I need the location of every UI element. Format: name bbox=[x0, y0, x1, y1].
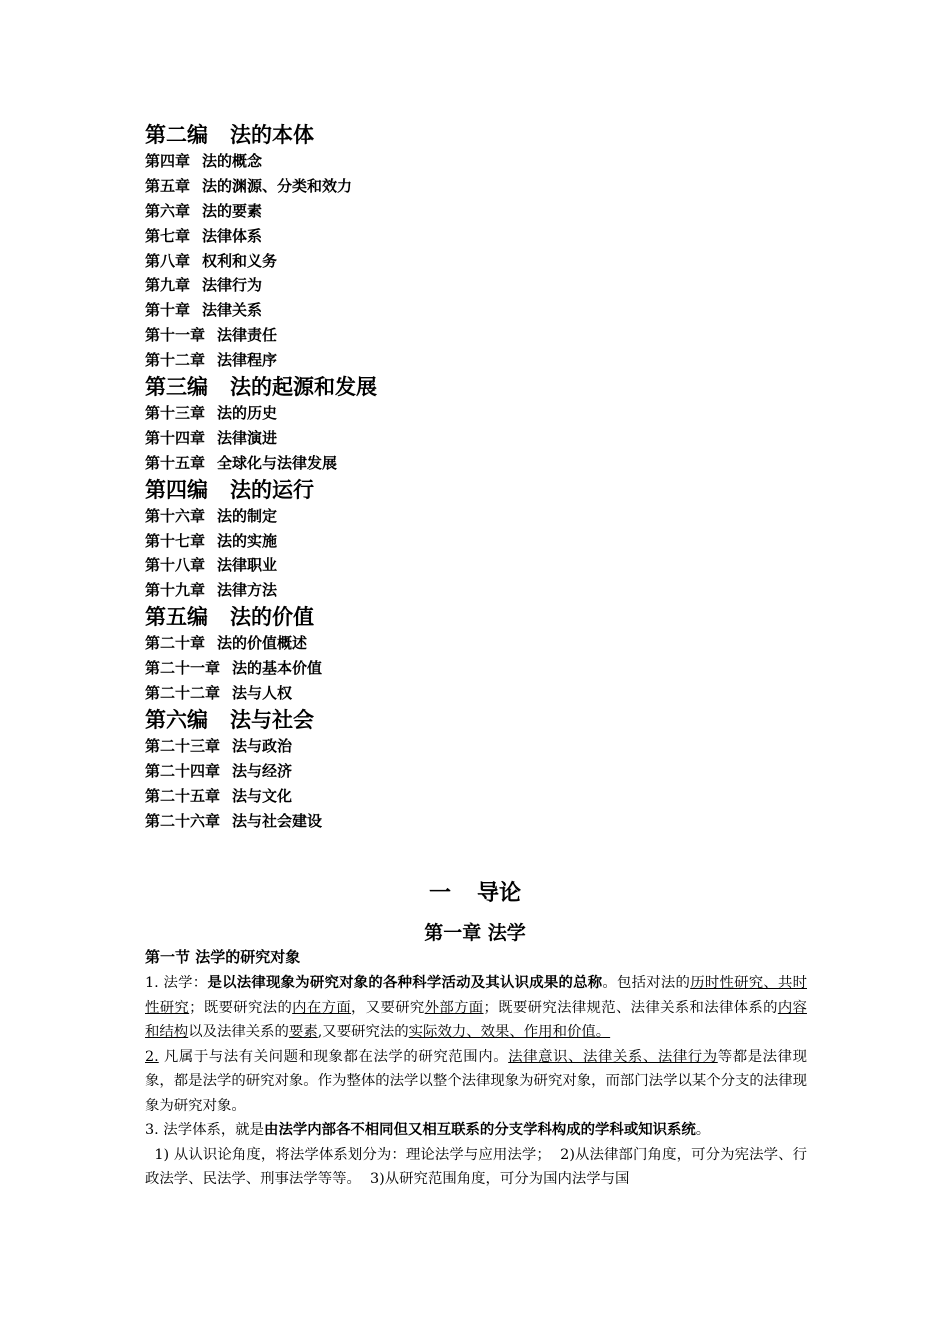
toc-entry-number: 第二十四章 bbox=[145, 761, 221, 780]
toc-entry-title: 法与社会建设 bbox=[232, 811, 323, 830]
toc-entry-number: 第二编 bbox=[145, 123, 208, 147]
toc-entry-number: 第二十章 bbox=[145, 634, 206, 653]
toc-chapter-entry bbox=[145, 734, 805, 759]
toc-entry-title: 法律职业 bbox=[217, 556, 278, 575]
toc-chapter-entry bbox=[145, 149, 805, 174]
text-run: ；既要研究法的 bbox=[189, 999, 293, 1016]
toc-chapter-entry bbox=[145, 578, 805, 603]
toc-chapter-entry bbox=[145, 401, 805, 426]
toc-part-heading bbox=[145, 121, 805, 149]
toc-entry-title: 法的起源和发展 bbox=[230, 375, 377, 400]
chapter-title: 第一章 法学 bbox=[424, 922, 526, 944]
toc-chapter-entry bbox=[145, 273, 805, 298]
toc-entry-number: 第五章 bbox=[145, 176, 191, 195]
toc-entry-title: 法的本体 bbox=[230, 123, 314, 147]
toc-entry-number: 第二十五章 bbox=[145, 786, 221, 805]
text-run: ,又要研究法的 bbox=[317, 1024, 409, 1040]
underlined-text: 内在方面 bbox=[292, 999, 352, 1016]
toc-entry-title: 法律程序 bbox=[217, 351, 278, 370]
toc-chapter-entry bbox=[145, 529, 805, 554]
toc-entry-number: 第五编 bbox=[145, 605, 208, 630]
toc-chapter-entry bbox=[145, 656, 805, 681]
main-title-text: 导论 bbox=[477, 881, 522, 906]
toc-chapter-entry bbox=[145, 451, 805, 476]
text-run: 以及法律关系的 bbox=[188, 1024, 289, 1040]
text-run: 1) 从认识论角度，将法学体系划分为：理论法学与应用法学； 2)从法律部门角度，可分为宪法学、行政法学、民法学、刑事法学等等。 3)从研究范围角度，可分为国内法学与国 bbox=[145, 1146, 807, 1187]
toc-entry-number: 第六编 bbox=[145, 707, 208, 732]
main-title bbox=[0, 878, 950, 910]
underlined-text: 法律意识、法律关系、法律行为 bbox=[508, 1048, 718, 1065]
toc-entry-number: 第八章 bbox=[145, 251, 191, 270]
toc-chapter-entry bbox=[145, 504, 805, 529]
toc-chapter-entry bbox=[145, 759, 805, 784]
section-title: 第一节 法学的研究对象 bbox=[145, 948, 301, 966]
text-run: 等都是法律现象，都是法学的研究对象。作为整体的法学以整个法律现象为研究对象，而部门法学以某个分支的法律现象为研究对象。 bbox=[145, 1048, 807, 1114]
toc-entry-number: 第十六章 bbox=[145, 506, 206, 525]
toc-entry-number: 第十二章 bbox=[145, 351, 206, 370]
text-run: ，又要研究 bbox=[351, 999, 425, 1016]
toc-chapter-entry bbox=[145, 323, 805, 348]
underlined-text: 要素 bbox=[288, 1024, 318, 1040]
underlined-text: 外部方面 bbox=[424, 999, 484, 1016]
toc-entry-title: 法的价值概述 bbox=[217, 634, 308, 653]
toc-entry-title: 法的基本价值 bbox=[232, 659, 323, 678]
bold-text: 是以法律现象为研究对象的各种科学活动及其认识成果的总称 bbox=[207, 975, 603, 991]
text-run: 。包括对法的 bbox=[602, 975, 691, 991]
toc-chapter-entry bbox=[145, 249, 805, 274]
toc-entry-title: 法的制定 bbox=[217, 506, 278, 525]
underlined-text: 内容和结构 bbox=[145, 999, 807, 1040]
text-run: 1. 法学： bbox=[145, 975, 208, 991]
paragraph bbox=[145, 971, 807, 1045]
toc-entry-title: 权利和义务 bbox=[202, 251, 278, 270]
toc-entry-number: 第十九章 bbox=[145, 581, 206, 600]
underlined-text: 历时性研究、共时性研究 bbox=[145, 975, 807, 1016]
toc-entry-title: 法律行为 bbox=[202, 276, 263, 295]
text-run: ；既要研究法律规范、法律关系和法律体系的 bbox=[483, 999, 778, 1016]
toc-entry-title: 法的价值 bbox=[230, 605, 314, 630]
toc-chapter-entry bbox=[145, 348, 805, 373]
text-run: 。 bbox=[695, 1122, 711, 1138]
toc-entry-number: 第二十二章 bbox=[145, 684, 221, 703]
toc-entry-number: 第十五章 bbox=[145, 453, 206, 472]
toc-entry-title: 法律演进 bbox=[217, 428, 278, 447]
toc-entry-title: 法的运行 bbox=[230, 477, 314, 502]
text-run: 3. 法学体系，就是 bbox=[145, 1122, 265, 1138]
toc-entry-title: 法与经济 bbox=[232, 761, 293, 780]
toc-chapter-entry bbox=[145, 784, 805, 809]
text-run: 凡属于与法有关问题和现象都在法学的研究范围内。 bbox=[158, 1048, 509, 1065]
toc-part-heading bbox=[145, 603, 805, 631]
toc-entry-title: 法与文化 bbox=[232, 786, 293, 805]
toc-entry-number: 第二十六章 bbox=[145, 811, 221, 830]
toc-entry-title: 法的要素 bbox=[202, 201, 263, 220]
toc-entry-title: 法律方法 bbox=[217, 581, 278, 600]
toc-entry-title: 法与社会 bbox=[230, 707, 314, 732]
toc-entry-title: 全球化与法律发展 bbox=[217, 453, 338, 472]
toc-entry-title: 法的渊源、分类和效力 bbox=[202, 176, 353, 195]
toc-entry-title: 法的历史 bbox=[217, 404, 278, 423]
toc-part-heading bbox=[145, 476, 805, 504]
toc-chapter-entry bbox=[145, 174, 805, 199]
underlined-text: 2. bbox=[145, 1048, 159, 1065]
toc-chapter-entry bbox=[145, 199, 805, 224]
toc-part-heading bbox=[145, 373, 805, 401]
toc-entry-number: 第三编 bbox=[145, 375, 208, 400]
toc-chapter-entry bbox=[145, 224, 805, 249]
toc-entry-title: 法律体系 bbox=[202, 226, 263, 245]
toc-entry-title: 法律关系 bbox=[202, 301, 263, 320]
toc-chapter-entry bbox=[145, 631, 805, 656]
toc-entry-number: 第四编 bbox=[145, 477, 208, 502]
toc-entry-title: 法的概念 bbox=[202, 152, 263, 170]
toc-entry-number: 第十章 bbox=[145, 301, 191, 320]
toc-part-heading bbox=[145, 706, 805, 734]
toc-chapter-entry bbox=[145, 681, 805, 706]
toc-entry-number: 第二十一章 bbox=[145, 659, 221, 678]
toc-chapter-entry bbox=[145, 809, 805, 834]
toc-chapter-entry bbox=[145, 426, 805, 451]
toc-entry-title: 法与人权 bbox=[232, 684, 293, 703]
underlined-text: 实际效力、效果、作用和价值。 bbox=[408, 1024, 611, 1040]
body-text bbox=[145, 971, 807, 1192]
paragraph bbox=[145, 1143, 807, 1192]
toc-entry-number: 第十四章 bbox=[145, 428, 206, 447]
toc-entry-number: 第二十三章 bbox=[145, 736, 221, 755]
toc-entry-number: 第六章 bbox=[145, 201, 191, 220]
toc-entry-number: 第十八章 bbox=[145, 556, 206, 575]
bold-text: 由法学内部各不相同但又相互联系的分支学科构成的学科或知识系统 bbox=[264, 1122, 696, 1138]
paragraph bbox=[145, 1045, 807, 1119]
toc-entry-number: 第四章 bbox=[145, 152, 191, 170]
toc-entry-number: 第九章 bbox=[145, 276, 191, 295]
toc-chapter-entry bbox=[145, 553, 805, 578]
toc-entry-number: 第十三章 bbox=[145, 404, 206, 423]
toc-entry-title: 法的实施 bbox=[217, 531, 278, 550]
toc-entry-number: 第七章 bbox=[145, 226, 191, 245]
toc-entry-number: 第十一章 bbox=[145, 326, 206, 345]
toc-entry-title: 法律责任 bbox=[217, 326, 278, 345]
toc-chapter-entry bbox=[145, 298, 805, 323]
main-title-number: 一 bbox=[428, 881, 451, 906]
toc-entry-title: 法与政治 bbox=[232, 736, 293, 755]
paragraph bbox=[145, 1118, 807, 1143]
toc-entry-number: 第十七章 bbox=[145, 531, 206, 550]
table-of-contents bbox=[145, 121, 805, 833]
